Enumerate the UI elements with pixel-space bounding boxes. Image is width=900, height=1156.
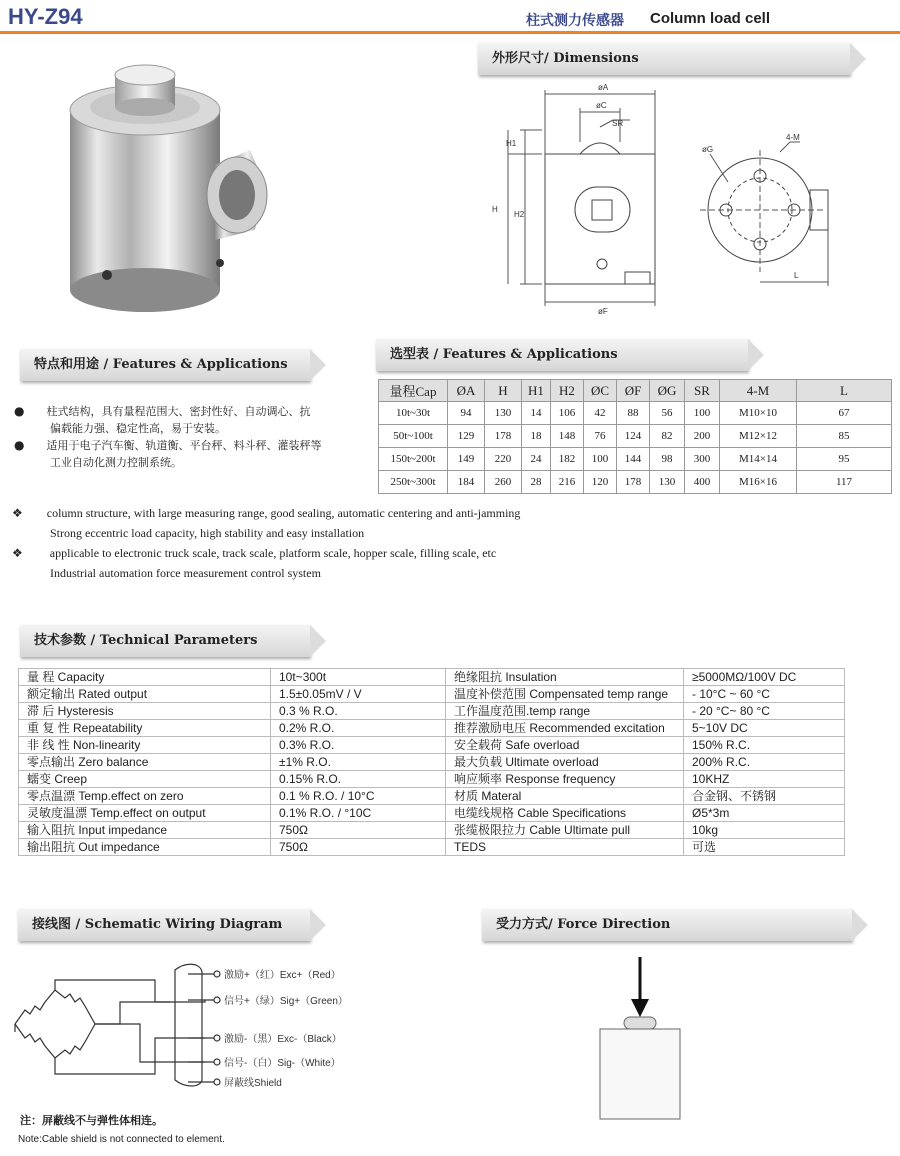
model-number: HY-Z94 (8, 4, 83, 29)
wire-exc-plus: 激励+（红）Exc+（Red） (224, 970, 341, 981)
wiring-ribbon: 接线图 / Schematic Wiring Diagram (18, 909, 310, 941)
wire-sig-plus: 信号+（绿）Sig+（Green） (224, 996, 348, 1007)
table-cell: 柱式结构，具有量程范围大、密封性好、自动调心、抗 (46, 405, 311, 418)
table-cell: 0.1% R.O. / °10C (271, 805, 446, 822)
table-cell: 重 复 性 Repeatability (19, 720, 271, 737)
table-cell: applicable to electronic truck scale, track scale, platform scale, hopper scale, filling scale, etc (46, 546, 497, 560)
dim-label-h: H (492, 205, 498, 214)
table-cell: M16×16 (720, 471, 797, 494)
table-cell: 98 (650, 448, 685, 471)
table-cell: M10×10 (720, 402, 797, 425)
table-cell: 200% R.C. (684, 754, 845, 771)
table-row (19, 669, 845, 686)
table-row (19, 788, 845, 805)
dim-label-sr: SR (612, 119, 624, 128)
table-cell: 148 (551, 425, 584, 448)
table-cell: 0.3 % R.O. (271, 703, 446, 720)
table-cell: 张缆极限拉力 Cable Ultimate pull (446, 822, 684, 839)
table-cell: 输出阻抗 Out impedance (19, 839, 271, 856)
table-cell: 0.15% R.O. (271, 771, 446, 788)
table-cell: 117 (797, 471, 892, 494)
table-cell: 响应频率 Response frequency (446, 771, 684, 788)
table-row (19, 839, 845, 856)
product-photo (55, 55, 285, 320)
features-ribbon: 特点和用途 / Features & Applications (20, 349, 310, 381)
table-row (379, 448, 892, 471)
feature-cn-item: ● 适用于电子汽车衡、轨道衡、平台秤、料斗秤、灌装秤等 工业自动化测力控制系统。 (14, 438, 322, 469)
wiring-diagram (10, 962, 360, 1092)
table-cell: 300 (685, 448, 720, 471)
table-cell: 750Ω (271, 839, 446, 856)
dimensions-ribbon: 外形尺寸/ Dimensions (478, 43, 850, 75)
table-cell: 量程Cap (379, 380, 448, 402)
wire-sig-minus: 信号-（白）Sig-（White） (224, 1058, 341, 1069)
table-cell: - 10°C ~ 60 °C (684, 686, 845, 703)
dim-label-h1: H1 (506, 139, 517, 148)
table-cell: 67 (797, 402, 892, 425)
force-ribbon: 受力方式/ Force Direction (482, 909, 852, 941)
table-cell: ØG (650, 380, 685, 402)
table-cell: ≥5000MΩ/100V DC (684, 669, 845, 686)
dim-label-a: øA (598, 83, 609, 92)
table-cell: 178 (485, 425, 522, 448)
table-row (19, 720, 845, 737)
table-row (19, 686, 845, 703)
table-cell: 129 (448, 425, 485, 448)
table-cell: 94 (448, 402, 485, 425)
table-cell: L (797, 380, 892, 402)
table-cell: Industrial automation force measurement control system (50, 566, 321, 580)
table-cell: 材质 Materal (446, 788, 684, 805)
table-cell: 非 线 性 Non-linearity (19, 737, 271, 754)
table-cell: 工作温度范围.temp range (446, 703, 684, 720)
table-cell: TEDS (446, 839, 684, 856)
table-cell: 182 (551, 448, 584, 471)
table-cell: 106 (551, 402, 584, 425)
force-direction-diagram (590, 955, 700, 1125)
title-en: Column load cell (650, 10, 771, 27)
table-cell: H1 (522, 380, 551, 402)
table-cell: 150% R.C. (684, 737, 845, 754)
table-cell: 144 (617, 448, 650, 471)
table-cell: 50t~100t (379, 425, 448, 448)
table-cell: 178 (617, 471, 650, 494)
table-cell: 合金钢、不锈钢 (684, 788, 845, 805)
table-cell: 10t~300t (271, 669, 446, 686)
table-cell: 灵敏度温漂 Temp.effect on output (19, 805, 271, 822)
down-arrow-icon (631, 999, 649, 1017)
table-cell: 工业自动化测力控制系统。 (50, 456, 182, 469)
wire-exc-minus: 激励-（黑）Exc-（Black） (224, 1034, 342, 1045)
table-cell: 10t~30t (379, 402, 448, 425)
table-cell: 额定输出 Rated output (19, 686, 271, 703)
table-cell: 10kg (684, 822, 845, 839)
table-row (19, 822, 845, 839)
table-row (19, 805, 845, 822)
technical-ribbon: 技术参数 / Technical Parameters (20, 625, 310, 657)
table-cell: ØF (617, 380, 650, 402)
table-cell: 10KHZ (684, 771, 845, 788)
wire-shield: 屏蔽线Shield (224, 1078, 282, 1089)
table-cell: 130 (485, 402, 522, 425)
title-cn: 柱式测力传感器 (526, 13, 624, 29)
selection-table (378, 379, 892, 494)
table-row (19, 754, 845, 771)
table-cell: column structure, with large measuring range, good sealing, automatic centering and anti-jamming (46, 506, 521, 520)
table-cell: 输入阻抗 Input impedance (19, 822, 271, 839)
dim-label-h2: H2 (514, 210, 525, 219)
table-cell: 18 (522, 425, 551, 448)
table-cell: 400 (685, 471, 720, 494)
table-cell: 56 (650, 402, 685, 425)
header-rule (0, 31, 900, 34)
note-en: Note:Cable shield is not connected to element. (18, 1134, 225, 1145)
table-cell: 绝缘阻抗 Insulation (446, 669, 684, 686)
feature-cn-item: ● 柱式结构，具有量程范围大、密封性好、自动调心、抗 偏载能力强、稳定性高，易于安装。 (14, 404, 311, 435)
table-cell: 5~10V DC (684, 720, 845, 737)
features-cn (14, 403, 364, 471)
table-cell: Ø5*3m (684, 805, 845, 822)
selection-header-row (379, 380, 892, 402)
dim-label-m: 4-M (786, 133, 800, 142)
dim-label-l: L (794, 271, 799, 280)
features-en (12, 503, 652, 583)
table-cell: 28 (522, 471, 551, 494)
table-cell: 可选 (684, 839, 845, 856)
table-cell: 260 (485, 471, 522, 494)
table-cell: 适用于电子汽车衡、轨道衡、平台秤、料斗秤、灌装秤等 (46, 439, 322, 452)
table-cell: 42 (584, 402, 617, 425)
table-cell: 温度补偿范围 Compensated temp range (446, 686, 684, 703)
table-cell: H2 (551, 380, 584, 402)
table-cell: 安全载荷 Safe overload (446, 737, 684, 754)
table-cell: 1.5±0.05mV / V (271, 686, 446, 703)
table-cell: 750Ω (271, 822, 446, 839)
dim-label-g: øG (702, 145, 714, 154)
table-row (19, 737, 845, 754)
table-cell: 滞 后 Hysteresis (19, 703, 271, 720)
table-cell: ØC (584, 380, 617, 402)
table-cell: 最大负载 Ultimate overload (446, 754, 684, 771)
table-row (379, 402, 892, 425)
table-cell: 216 (551, 471, 584, 494)
table-cell: 100 (685, 402, 720, 425)
table-row (379, 471, 892, 494)
table-cell: 零点输出 Zero balance (19, 754, 271, 771)
dim-label-c: øC (596, 101, 607, 110)
table-cell: 95 (797, 448, 892, 471)
table-cell: 100 (584, 448, 617, 471)
table-cell: SR (685, 380, 720, 402)
table-cell: Strong eccentric load capacity, high stability and easy installation (50, 526, 365, 540)
table-cell: 220 (485, 448, 522, 471)
table-row (379, 425, 892, 448)
table-cell: 150t~200t (379, 448, 448, 471)
table-cell: 120 (584, 471, 617, 494)
table-cell: 85 (797, 425, 892, 448)
table-cell: 偏载能力强、稳定性高，易于安装。 (50, 422, 226, 435)
table-cell: M14×14 (720, 448, 797, 471)
selection-ribbon: 选型表 / Features & Applications (376, 339, 748, 371)
table-cell: M12×12 (720, 425, 797, 448)
table-cell: 0.1 % R.O. / 10°C (271, 788, 446, 805)
table-cell: 24 (522, 448, 551, 471)
table-cell: 184 (448, 471, 485, 494)
table-cell: 蠕变 Creep (19, 771, 271, 788)
table-cell: 88 (617, 402, 650, 425)
table-cell: 130 (650, 471, 685, 494)
table-cell: 124 (617, 425, 650, 448)
technical-table (18, 668, 845, 856)
table-cell: H (485, 380, 522, 402)
table-cell: ±1% R.O. (271, 754, 446, 771)
table-cell: 电缆线规格 Cable Specifications (446, 805, 684, 822)
table-row (19, 703, 845, 720)
feature-en-item: ❖ applicable to electronic truck scale, track scale, platform scale, hopper scale, filling scale, etc Industrial automation force measurement control system (12, 546, 497, 580)
table-cell: 0.2% R.O. (271, 720, 446, 737)
table-cell: - 20 °C~ 80 °C (684, 703, 845, 720)
table-cell: 量 程 Capacity (19, 669, 271, 686)
dim-label-f: øF (598, 307, 608, 316)
note-cn: 注：屏蔽线不与弹性体相连。 (20, 1114, 163, 1127)
table-cell: 推荐激励电压 Recommended excitation (446, 720, 684, 737)
table-row (19, 771, 845, 788)
table-cell: 零点温漂 Temp.effect on zero (19, 788, 271, 805)
table-cell: 200 (685, 425, 720, 448)
table-cell: 149 (448, 448, 485, 471)
table-cell: 82 (650, 425, 685, 448)
table-cell: 76 (584, 425, 617, 448)
table-cell: 250t~300t (379, 471, 448, 494)
table-cell: 14 (522, 402, 551, 425)
table-cell: 0.3% R.O. (271, 737, 446, 754)
table-cell: ØA (448, 380, 485, 402)
feature-en-item: ❖ column structure, with large measuring range, good sealing, automatic centering and anti-jamming Strong eccentric load capacity, high stability and easy installation (12, 506, 521, 540)
table-cell: 4-M (720, 380, 797, 402)
dimension-drawing (480, 82, 880, 322)
